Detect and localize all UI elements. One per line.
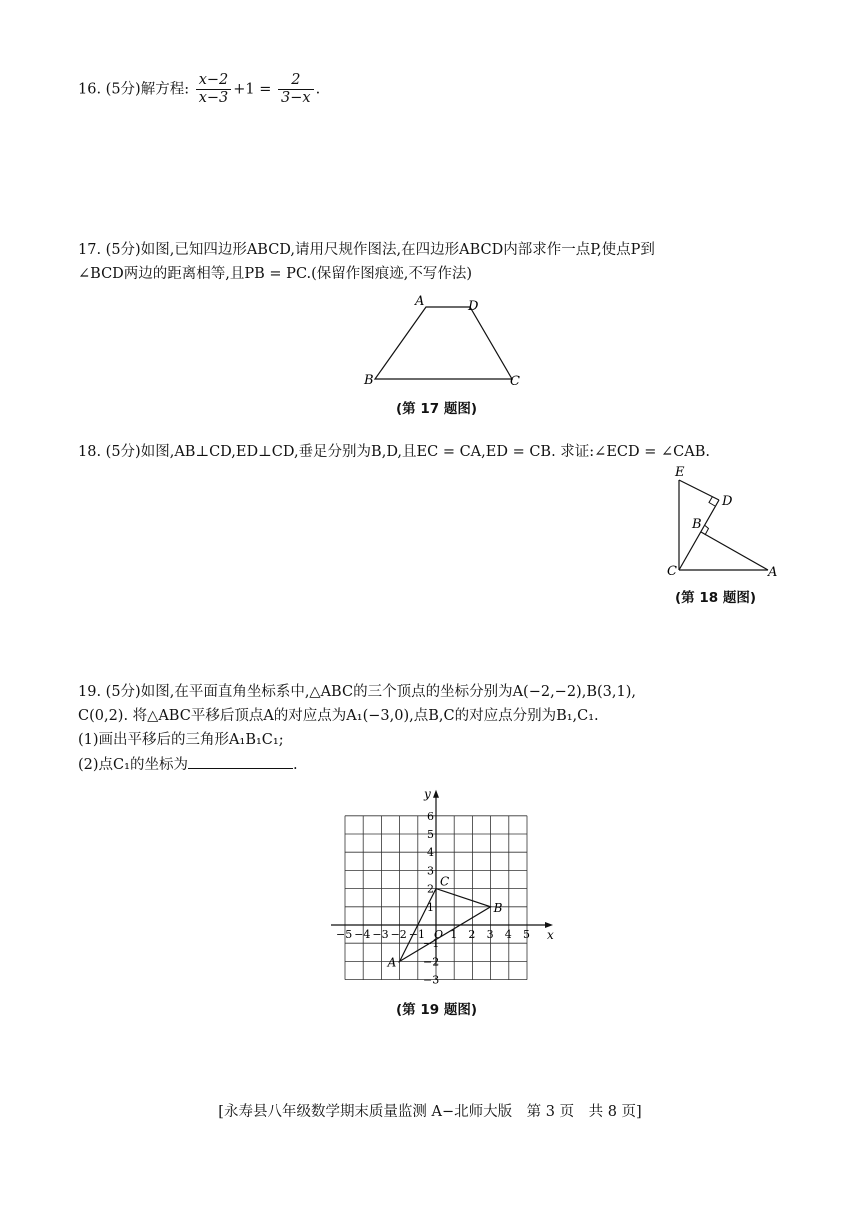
q19-line-4-prefix: (2)点C₁的坐标为: [78, 757, 188, 773]
q17-label-a: A: [415, 294, 425, 309]
y-axis-label: y: [424, 786, 431, 801]
origin-label: O: [434, 928, 444, 941]
q16-rhs-fraction: [278, 72, 314, 107]
q18-line-1: 18. (5分)如图,AB⊥CD,ED⊥CD,垂足分别为B,D,且EC = CA,ED = CB. 求证:∠ECD = ∠CAB.: [78, 444, 710, 460]
q16-lhs-fraction: [196, 72, 232, 107]
page-footer: [永寿县八年级数学期末质量监测 A−北师大版 第 3 页 共 8 页]: [218, 1104, 642, 1120]
q18-right-angle-b: [705, 526, 709, 536]
q16-prompt: 解方程:: [140, 81, 190, 98]
q16-plus-one: +1 =: [233, 81, 272, 98]
y-tick-label: 3: [427, 864, 434, 878]
q18-segment-ab: [701, 532, 768, 570]
q18-label-d: D: [722, 494, 733, 509]
x-tick-label: −1: [408, 928, 426, 941]
question-19: [78, 680, 798, 777]
y-tick-label: 1: [427, 900, 434, 914]
q19-line-3: (1)画出平移后的三角形A₁B₁C₁;: [78, 732, 284, 748]
q17-label-b: B: [364, 373, 374, 388]
x-tick-label: −3: [372, 928, 389, 941]
x-tick-label: 2: [468, 928, 476, 941]
q18-label-c: C: [667, 564, 677, 579]
q17-quadrilateral: [375, 307, 512, 379]
x-tick-label: 4: [504, 928, 512, 941]
q16-score: (5分): [105, 81, 141, 98]
y-tick-label: −1: [423, 937, 440, 951]
q17-line-1: 17. (5分)如图,已知四边形ABCD,请用尺规作图法,在四边形ABCD内部求作一点P,使点P到: [78, 242, 655, 258]
q19-line-1: 19. (5分)如图,在平面直角坐标系中,△ABC的三个顶点的坐标分别为A(−2,−2),B(3,1),: [78, 684, 636, 700]
label-c: C: [440, 874, 450, 889]
x-tick-label: 3: [486, 928, 494, 941]
question-18: [78, 440, 798, 464]
q19-tick-labels: [336, 810, 530, 987]
y-tick-label: 6: [427, 809, 434, 823]
q19-caption: (第 19 题图): [396, 1002, 478, 1018]
y-tick-label: −3: [423, 973, 440, 987]
q17-figure: [360, 292, 530, 392]
q19-answer-blank[interactable]: [188, 752, 293, 769]
q16-lhs-denominator: x−3: [198, 90, 229, 106]
q16-rhs-numerator: 2: [278, 72, 314, 90]
q18-label-e: E: [675, 465, 685, 480]
q17-line-2: ∠BCD两边的距离相等,且PB = PC.(保留作图痕迹,不写作法): [78, 266, 473, 282]
q16-rhs-denominator: 3−x: [281, 90, 311, 106]
q17-caption: (第 17 题图): [396, 401, 478, 417]
x-tick-label: 5: [523, 928, 530, 941]
q18-label-a: A: [768, 565, 778, 580]
y-tick-label: −2: [423, 955, 440, 969]
q18-segment-ed: [679, 480, 719, 500]
q18-label-b: B: [692, 517, 702, 532]
y-tick-label: 2: [427, 882, 434, 896]
q19-coordinate-grid: [325, 778, 565, 988]
q17-label-c: C: [510, 374, 520, 389]
y-axis-arrow: [433, 790, 439, 798]
q19-line-4: [78, 752, 798, 777]
q19-line-2: C(0,2). 将△ABC平移后顶点A的对应点为A₁(−3,0),点B,C的对应点分别为B₁,C₁.: [78, 708, 599, 724]
q16-number: 16.: [78, 81, 102, 98]
x-axis-label: x: [547, 928, 554, 942]
x-tick-label: −5: [336, 928, 353, 941]
question-16: [78, 72, 320, 107]
y-tick-label: 5: [427, 828, 434, 841]
q16-end: .: [315, 81, 321, 98]
label-b: B: [493, 900, 503, 915]
q18-segment-cd: [679, 500, 719, 570]
x-tick-label: −4: [354, 928, 371, 941]
q16-lhs-numerator: x−2: [196, 72, 232, 90]
x-tick-label: 1: [450, 928, 458, 941]
x-tick-label: −2: [390, 928, 407, 941]
q19-line-4-suffix: .: [292, 757, 298, 773]
q18-figure: [664, 462, 784, 582]
q17-label-d: D: [468, 299, 479, 314]
question-17: [78, 238, 793, 286]
label-a: A: [387, 955, 397, 970]
q18-caption: (第 18 题图): [675, 590, 757, 606]
y-tick-label: 4: [427, 846, 434, 860]
